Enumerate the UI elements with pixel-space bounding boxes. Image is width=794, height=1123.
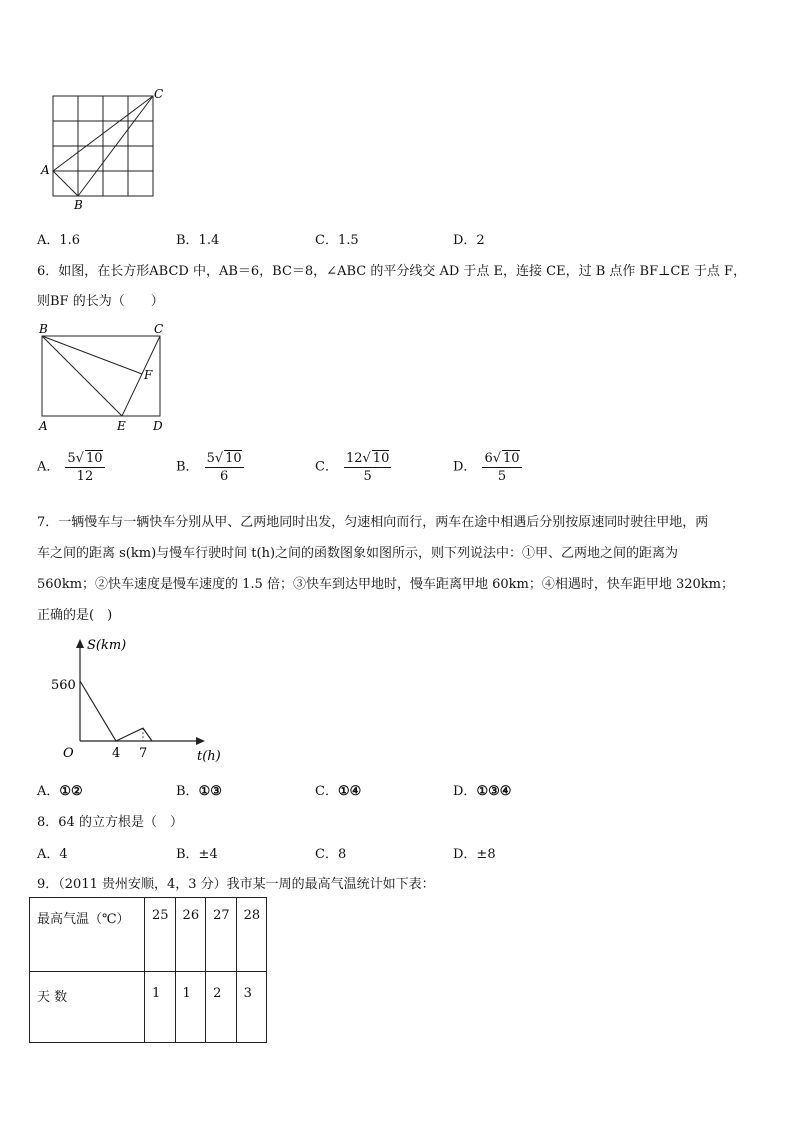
q5-option-c[interactable]: C．1.5 [315,233,359,248]
q8-option-a[interactable]: A．4 [37,847,68,862]
q6-option-b[interactable] [176,450,244,484]
q8-stem: 8．64 的立方根是（ ） [37,815,183,830]
table-row [30,898,267,972]
q6-label-c: C [154,322,164,336]
q6-option-a[interactable] [37,450,105,484]
q6-label-d: D [153,419,163,433]
q6-option-d-letter: D． [453,459,477,475]
q6-option-c-fraction: $\frac{12√ 10}{5}$ [345,451,390,484]
q6-rectangle-figure [34,318,174,438]
q5-option-b[interactable]: B．1.4 [176,233,220,248]
table-row [30,972,267,1043]
q7-option-c[interactable]: C．①④ [315,784,362,799]
table-cell: 1 [145,972,176,1043]
table-cell: 26 [175,898,206,972]
q8-option-c[interactable]: C．8 [315,847,347,862]
q6-label-b: B [39,322,48,336]
q7-stem-line4: 正确的是( ) [37,608,113,623]
q7-stem-line3: 560km；②快车速度是慢车速度的 1.5 倍；③快车到达甲地时，慢车距离甲地 60km；④相遇时，快车距甲地 320km； [37,577,734,592]
table-cell: 1 [175,972,206,1043]
q6-option-c[interactable] [315,450,391,484]
q5-grid-figure [38,85,168,215]
q7-x-tick-4: 4 [112,746,121,761]
table-cell: 27 [206,898,237,972]
q7-x-axis-label: t(h) [197,749,221,764]
q7-option-a[interactable]: A．①② [37,784,83,799]
q7-stem-line2: 车之间的距离 s(km)与慢车行驶时间 t(h)之间的函数图象如图所示，则下列说法中：①甲、乙两地之间的距离为 [37,546,679,561]
q6-option-a-fraction: $\frac{5√ 10}{12}$ [67,451,103,484]
q5-label-b: B [74,198,83,212]
q6-label-a: A [39,419,48,433]
q7-y-axis-label: S(km) [87,638,127,653]
q6-label-f: F [144,368,153,382]
table-cell: 最高气温（℃） [30,898,145,972]
q7-option-d[interactable]: D．①③④ [453,784,512,799]
table-cell: 25 [145,898,176,972]
table-cell: 2 [206,972,237,1043]
q6-stem-line1: 6．如图，在长方形ABCD 中，AB＝6，BC＝8，∠ABC 的平分线交 AD 于点 E，连接 CE，过 B 点作 BF⊥CE 于点 F， [37,264,747,279]
q7-stem-line1: 7．一辆慢车与一辆快车分别从甲、乙两地同时出发，匀速相向而行，两车在途中相遇后分别按原速同时驶往甲地，两 [37,515,709,530]
table-cell: 28 [236,898,267,972]
q7-x-tick-7: 7 [139,746,148,761]
q7-y-tick-560: 560 [51,678,76,693]
table-cell: 3 [236,972,267,1043]
q6-option-b-fraction: $\frac{5√ 10}{6}$ [206,451,242,484]
q7-series-line [80,681,152,741]
q5-option-d[interactable]: D．2 [453,233,485,248]
q6-stem-line2: 则BF 的长为（ ） [37,294,164,309]
table-cell: 天 数 [30,972,145,1043]
q5-label-c: C [154,87,164,101]
q7-option-b[interactable]: B．①③ [176,784,222,799]
q9-stem: 9．（2011 贵州安顺，4，3 分）我市某一周的最高气温统计如下表： [37,877,435,892]
q6-label-e: E [117,419,126,433]
q6-option-d-fraction: $\frac{6√ 10}{5}$ [484,451,520,484]
q7-origin-label: O [63,746,74,761]
q9-temperature-table [29,897,267,1043]
q6-option-a-letter: A． [37,459,60,475]
q8-option-d[interactable]: D．±8 [453,847,496,862]
q5-label-a: A [41,163,50,177]
q6-option-b-letter: B． [176,459,199,475]
q7-function-graph [37,633,227,768]
q6-option-d[interactable] [453,450,522,484]
q6-option-c-letter: C． [315,459,338,475]
q8-option-b[interactable]: B．±4 [176,847,218,862]
q5-option-a[interactable]: A．1.6 [37,233,81,248]
